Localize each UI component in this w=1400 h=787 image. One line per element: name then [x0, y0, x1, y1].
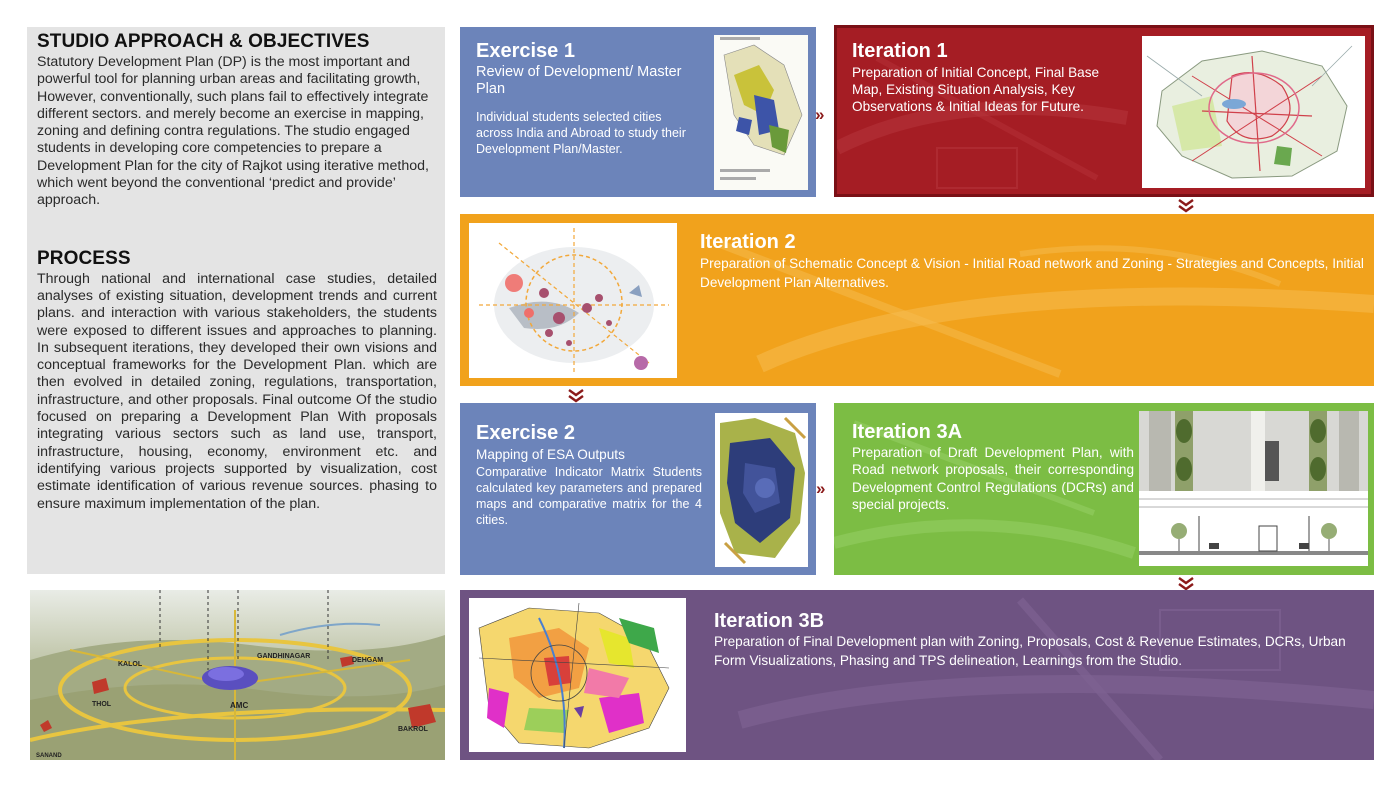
- label-amc: AMC: [230, 701, 249, 710]
- iteration-3a-title: Iteration 3A: [852, 421, 963, 443]
- process-body: Through national and international case studies, detailed analyses of existing situation, development trends and current plans. and interaction with various stakeholders, the students were exposed to different issues and approaches to planning. In subsequent iterations, they developed their own visions and conceptual frameworks for the Development Plan. which are then evolved in detailed zoning, regulations, transportation, infrastructure, and other proposals. Final outcome Of the studio focused on preparing a Development Plan With proposals integrating various sectors such as land use, transport, infrastructure, housing, economy, environment etc. and identifying various projects supported by visualization, cost estimate identification of various revenue sources. phasing to ensure maximum implementation of the plan.: [37, 270, 437, 512]
- iteration-1-title: Iteration 1: [852, 40, 948, 62]
- text-panel: [27, 27, 445, 574]
- iteration-3a-card: [834, 403, 1374, 575]
- aerial-map-image: [30, 590, 445, 760]
- iteration-3b-card: [460, 590, 1374, 760]
- chevron-right-icon: »: [816, 479, 821, 498]
- label-bakrol: BAKROL: [398, 726, 428, 733]
- iteration-3a-description: Preparation of Draft Development Plan, with Road network proposals, their corresponding Development Control Regulations (DCRs) and special projects.: [852, 445, 1134, 513]
- label-dehgam: DEHGAM: [352, 657, 384, 664]
- label-gandhinagar: GANDHINAGAR: [257, 653, 311, 660]
- exercise-2-card: [460, 403, 816, 575]
- iteration-1-card: [834, 25, 1374, 197]
- chevron-down-icon: [1177, 199, 1195, 213]
- iteration-2-title: Iteration 2: [700, 231, 796, 253]
- iteration-3b-title: Iteration 3B: [714, 610, 825, 632]
- label-sanand: SANAND: [36, 753, 62, 759]
- exercise-2-description: Comparative Indicator Matrix Students calculated key parameters and prepared maps and comparative matrix for the 4 cities.: [476, 465, 702, 527]
- exercise-1-description: Individual students selected cities across India and Abroad to study their Development Plan/Master.: [476, 110, 686, 156]
- iteration-3b-zoning-map-thumbnail: [469, 598, 686, 752]
- iteration-3b-description: Preparation of Final Development plan with Zoning, Proposals, Cost & Revenue Estimates, DCRs, Urban Form Visualizations, Phasing and TPS delineation, Learnings from the Studio.: [714, 634, 1346, 668]
- studio-heading: STUDIO APPROACH & OBJECTIVES: [37, 31, 370, 52]
- process-heading: PROCESS: [37, 247, 131, 269]
- exercise-1-map-thumbnail: [714, 35, 808, 190]
- iteration-3a-street-section-thumbnail: [1139, 411, 1368, 566]
- label-kalol: KALOL: [118, 661, 143, 668]
- exercise-1-title: Exercise 1: [476, 40, 575, 62]
- iteration-2-card: [460, 214, 1374, 386]
- chevron-down-icon: [1177, 577, 1195, 591]
- iteration-2-description: Preparation of Schematic Concept & Vision - Initial Road network and Zoning - Strategies and Concepts, Initial Development Plan Alternatives.: [700, 256, 1364, 290]
- exercise-2-title: Exercise 2: [476, 422, 575, 444]
- studio-body: Statutory Development Plan (DP) is the most important and powerful tool for planning urban areas and facilitating growth, However, conventionally, such plans fail to effectively integrate different sectors. and merely become an exercise in mapping, zoning and defining contra regulations. The studio engaged students in developing core competencies to prepare a Development Plan for the city of Rajkot using iterative method, which went beyond the conventional ‘predict and provide’ approach.: [37, 54, 429, 209]
- exercise-1-card: [460, 27, 816, 197]
- iteration-1-description: Preparation of Initial Concept, Final Base Map, Existing Situation Analysis, Key Observations & Initial Ideas for Future.: [852, 65, 1100, 114]
- exercise-2-subtitle: Mapping of ESA Outputs: [476, 447, 625, 462]
- iteration-2-concept-thumbnail: [469, 223, 677, 378]
- chevron-right-icon: »: [815, 105, 820, 124]
- exercise-1-subtitle: Review of Development/ Master Plan: [476, 64, 682, 97]
- label-thol: THOL: [92, 701, 112, 708]
- iteration-1-map-thumbnail: [1142, 36, 1365, 188]
- exercise-2-map-thumbnail: [715, 413, 808, 567]
- chevron-down-icon: [567, 389, 585, 403]
